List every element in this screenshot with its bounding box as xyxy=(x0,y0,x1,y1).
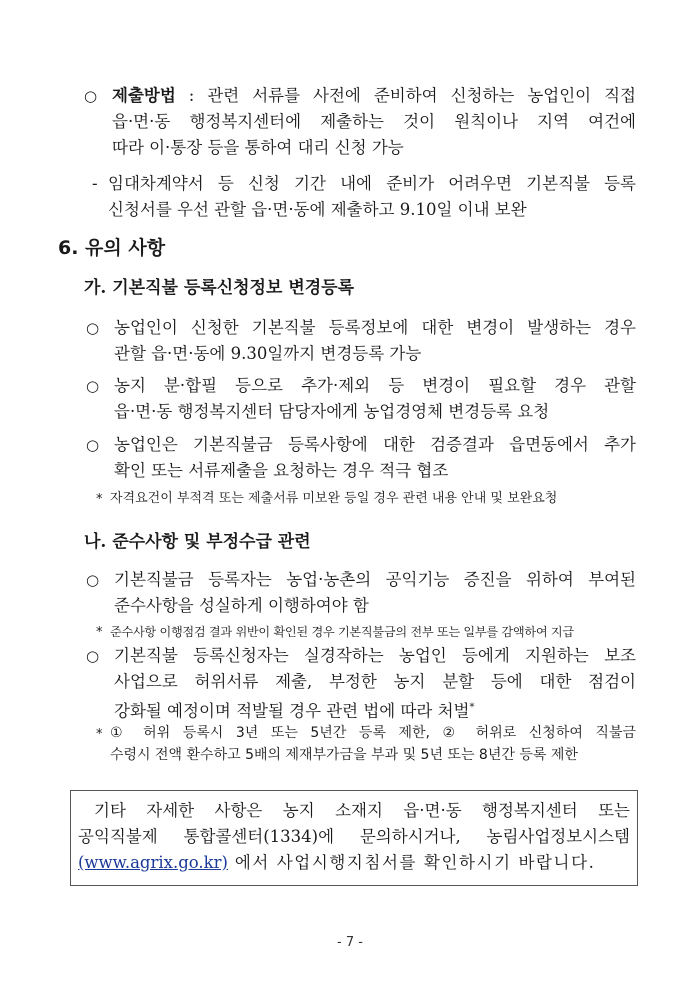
section-6-title: 6. 유의 사항 xyxy=(58,237,166,259)
page-number: - 7 - xyxy=(337,935,363,950)
subsection-na-title: 나. 준수사항 및 부정수급 관련 xyxy=(84,532,311,552)
info-box-line-3 xyxy=(78,853,630,873)
circle-bullet-icon: ○ xyxy=(86,377,100,395)
sub-item-line-2: 신청서를 우선 관할 읍·면·동에 제출하고 9.10일 이내 보완 xyxy=(108,200,527,219)
submission-label: 제출방법 xyxy=(112,86,176,105)
na-item-2-line-3 xyxy=(114,698,475,722)
info-box-line-2: 공익직불제 통합콜센터(1334)에 문의하시거나, 농림사업정보시스템 xyxy=(78,827,630,846)
na-item-2-note-line-2: 수령시 전액 환수하고 5배의 제재부가금을 부과 및 5년 또는 8년간 등록 제한 xyxy=(110,747,578,763)
agrix-link[interactable]: (www.agrix.go.kr) xyxy=(78,853,228,872)
na-item-1-note: 준수사항 이행점검 결과 위반이 확인된 경우 기본직불금의 전부 또는 일부를 감액하여 지급 xyxy=(110,625,574,639)
dash-marker: - xyxy=(92,174,98,193)
submission-line-1 xyxy=(112,86,636,106)
note-asterisk: * xyxy=(96,625,103,640)
subsection-ga-title: 가. 기본직불 등록신청정보 변경등록 xyxy=(84,278,355,298)
ga-item-3-line-1: 농업인은 기본직불금 등록사항에 대한 검증결과 읍면동에서 추가 xyxy=(114,435,636,454)
info-box-line-3-text: 에서 사업시행지침서를 확인하시기 바랍니다. xyxy=(227,853,596,872)
na-item-2-line-1: 기본직불 등록신청자는 실경작하는 농업인 등에게 지원하는 보조 xyxy=(114,646,636,665)
circle-bullet-icon: ○ xyxy=(86,436,100,454)
note-asterisk: * xyxy=(96,492,103,507)
ga-item-1-line-1: 농업인이 신청한 기본직불 등록정보에 대한 변경이 발생하는 경우 xyxy=(114,318,636,337)
submission-line-3: 따라 이·통장 등을 통하여 대리 신청 가능 xyxy=(112,138,404,157)
info-box xyxy=(70,790,638,886)
circle-bullet-icon: ○ xyxy=(86,571,100,589)
ga-item-3-line-2: 확인 또는 서류제출을 요청하는 경우 적극 협조 xyxy=(114,461,449,480)
na-item-2-line-3-text: 강화될 예정이며 적발될 경우 관련 법에 따라 처벌 xyxy=(114,701,470,721)
submission-text-1: : 관련 서류를 사전에 준비하여 신청하는 농업인이 직접 xyxy=(175,86,636,105)
na-item-1-line-2: 준수사항을 성실하게 이행하여야 함 xyxy=(114,596,369,615)
na-item-2-line-2: 사업으로 허위서류 제출, 부정한 농지 분할 등에 대한 점검이 xyxy=(114,672,636,691)
ga-item-2-line-2: 읍·면·동 행정복지센터 담당자에게 농업경영체 변경등록 요청 xyxy=(114,402,550,421)
footnote-asterisk: * xyxy=(469,702,475,713)
note-asterisk: * xyxy=(96,727,103,742)
submission-line-2: 읍·면·동 행정복지센터에 제출하는 것이 원칙이나 지역 여건에 xyxy=(112,112,636,131)
circle-bullet-icon: ○ xyxy=(86,647,100,665)
ga-item-2-line-1: 농지 분·합필 등으로 추가·제외 등 변경이 필요할 경우 관할 xyxy=(114,376,636,395)
ga-item-1-line-2: 관할 읍·면·동에 9.30일까지 변경등록 가능 xyxy=(114,344,422,363)
sub-item-line-1: 임대차계약서 등 신청 기간 내에 준비가 어려우면 기본직불 등록 xyxy=(108,174,636,193)
circle-bullet-icon: ○ xyxy=(86,319,100,337)
ga-item-3-note: 자격요건이 부적격 또는 제출서류 미보완 등일 경우 관련 내용 안내 및 보완요청 xyxy=(110,491,558,506)
info-box-line-1: 기타 자세한 사항은 농지 소재지 읍·면·동 행정복지센터 또는 xyxy=(94,801,630,820)
na-item-1-line-1: 기본직불금 등록자는 농업·농촌의 공익기능 증진을 위하여 부여된 xyxy=(114,570,636,589)
circle-bullet-icon: ○ xyxy=(84,87,98,105)
na-item-2-note-line-1: ① 허위 등록시 3년 또는 5년간 등록 제한, ② 허위로 신청하여 직불금 xyxy=(110,725,636,741)
